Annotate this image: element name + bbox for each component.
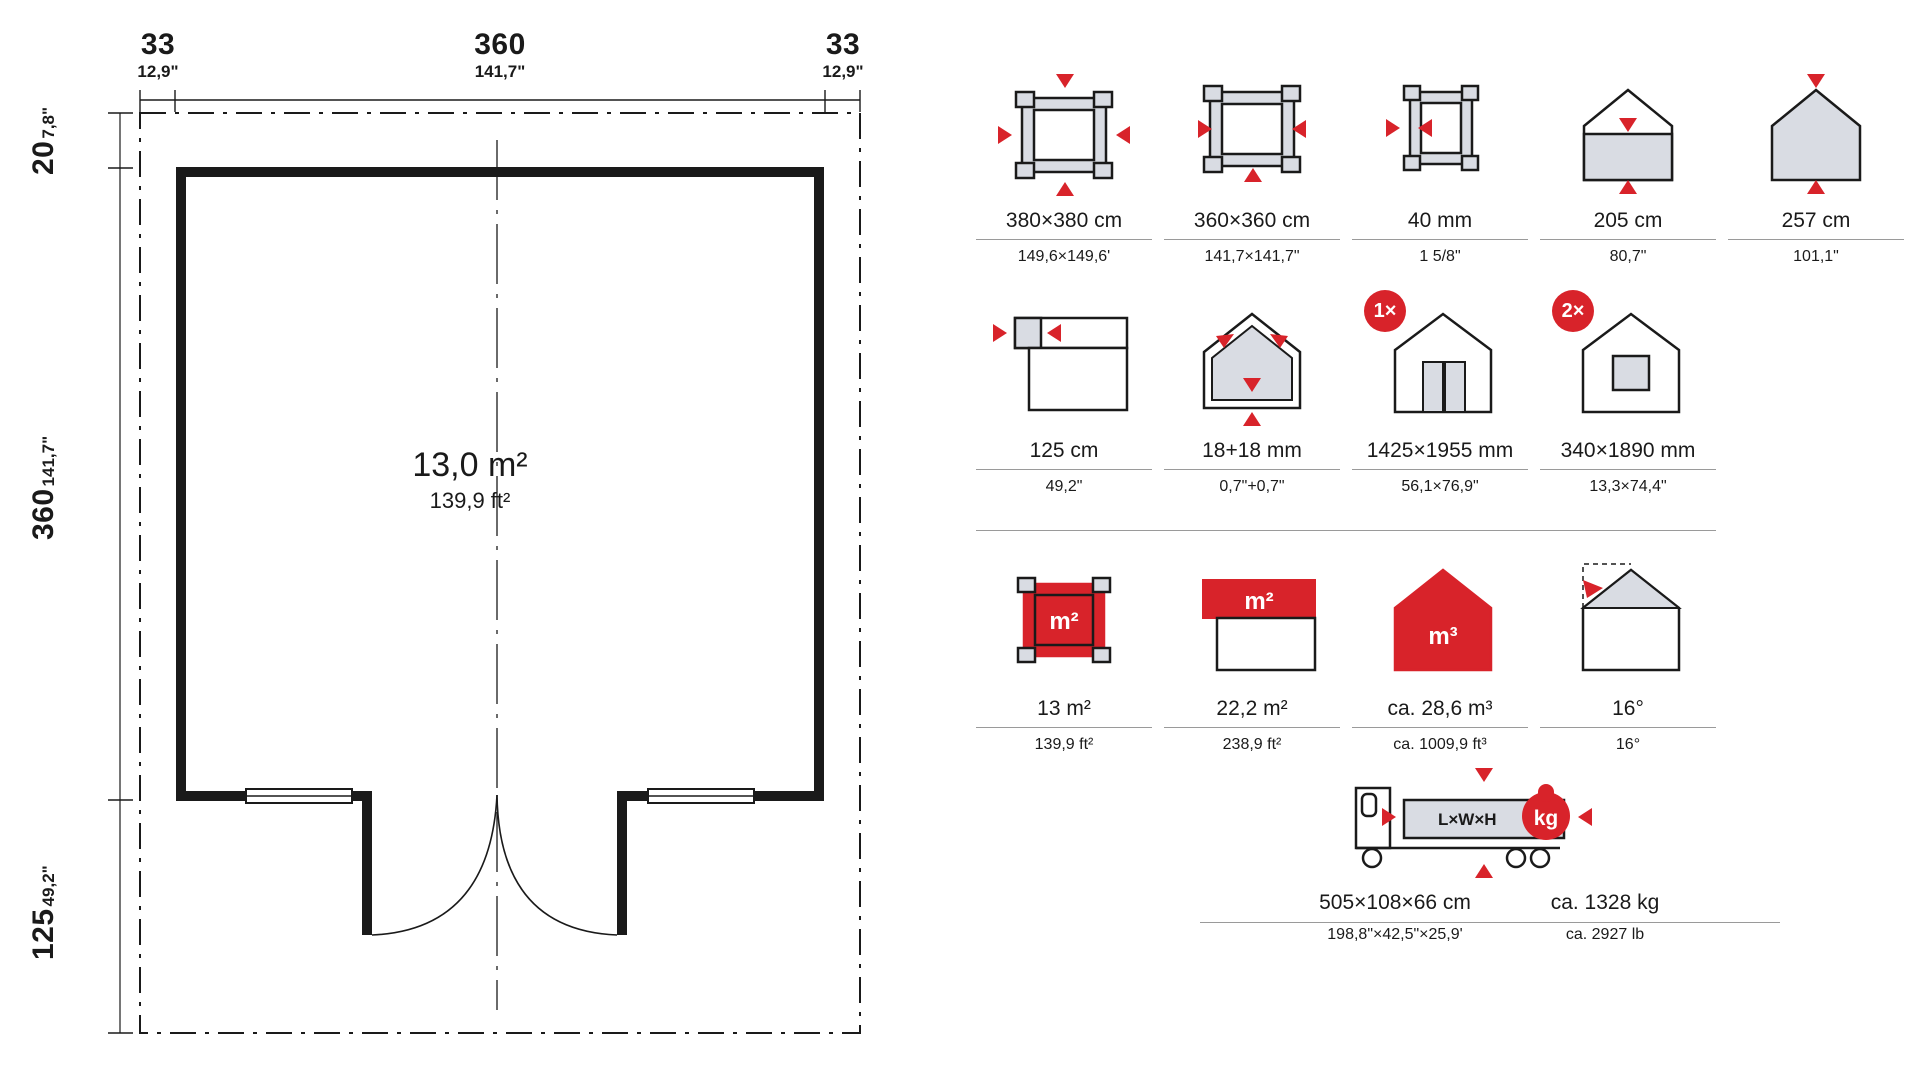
floor-area-value-imperial: 139,9 ft² [1034,736,1094,753]
divider [1164,239,1340,240]
specification-grid [940,0,1920,1080]
delivery-icon [1280,762,1700,882]
spec-inner-footprint [1164,60,1340,267]
cabin-walls [176,167,824,935]
divider [1352,469,1528,470]
top-dim-0 [118,28,198,82]
top-dim-0-cm: 33 [140,28,176,61]
wall-height-value: 205 cm [1593,209,1663,232]
spec-roof-area [1164,548,1340,755]
floor-area-value: 13 m² [1037,697,1091,720]
delivery-divider [1200,922,1780,923]
door-size-value: 1425×1955 mm [1366,439,1514,462]
left-dim-2-inch: 49,2" [39,865,58,907]
left-dim-0 [28,107,60,175]
top-dim-1-inch: 141,7" [474,62,526,81]
roof-board-thickness-value-imperial: 0,7"+0,7" [1219,478,1285,495]
divider [976,239,1152,240]
left-dim-0-inch: 7,8" [39,106,58,139]
outer-footprint-value-imperial: 149,6×149,6' [1017,248,1111,265]
outer-footprint-value: 380×380 cm [1005,209,1123,232]
left-dim-2-cm: 125 [27,908,60,960]
left-dim-1-cm: 360 [27,488,60,540]
wall-height-icon [1540,60,1716,200]
spec-ridge-height [1728,60,1904,267]
roof-area-value: 22,2 m² [1216,697,1288,720]
divider [1728,239,1904,240]
spec-package-size [1290,882,1500,916]
spec-outer-footprint [976,60,1152,267]
package-size-value: 505×108×66 cm [1319,891,1471,914]
roof-pitch-value-imperial: 16° [1615,736,1641,753]
roof-overhang-value-imperial: 49,2" [1045,478,1083,495]
volume-value-imperial: ca. 1009,9 ft³ [1393,736,1487,753]
divider [976,469,1152,470]
top-dim-2-cm: 33 [825,28,861,61]
window-size-value: 340×1890 mm [1560,439,1696,462]
roof-board-thickness-value: 18+18 mm [1202,439,1302,462]
ridge-height-icon [1728,60,1904,200]
spec-window [1540,290,1716,497]
floor-area-glyph: m² [1049,608,1079,635]
roof-outline [140,113,860,1033]
top-dim-1 [400,28,600,82]
top-dim-0-inch: 12,9" [137,62,179,81]
roof-area-glyph: m² [1244,588,1274,615]
volume-glyph: m³ [1428,623,1458,650]
floor-area-icon [976,548,1152,688]
door-swing-right [497,795,617,935]
left-dim-1-inch: 141,7" [39,435,58,487]
wall-thickness-value: 40 mm [1407,209,1473,232]
package-size-value-imperial: 198,8"×42,5"×25,9' [1327,926,1463,943]
top-dim-2-inch: 12,9" [822,62,864,81]
divider [1352,727,1528,728]
floor-area-imperial: 139,9 ft² [429,488,511,513]
wall-thickness-value-imperial: 1 5/8" [1419,248,1461,265]
divider [1540,469,1716,470]
inner-footprint-value: 360×360 cm [1193,209,1311,232]
window-symbol-right [648,789,754,803]
floor-area-metric: 13,0 m² [412,446,528,484]
spec-roof-pitch [1540,548,1716,755]
top-dim-1-cm: 360 [474,28,526,61]
volume-value: ca. 28,6 m³ [1387,697,1493,720]
delivery-group [1280,762,1700,945]
door-count-badge: 1× [1364,290,1406,332]
package-weight-imperial-wrap [1520,924,1690,945]
spec-roof-overhang [976,290,1152,497]
spec-roof-board-thickness [1164,290,1340,497]
roof-board-thickness-icon [1164,290,1340,430]
roof-pitch-value: 16° [1612,697,1644,720]
ridge-height-value: 257 cm [1781,209,1851,232]
roof-overhang-value: 125 cm [1029,439,1099,462]
divider [976,727,1152,728]
outer-footprint-icon [976,60,1152,200]
wall-height-value-imperial: 80,7" [1609,248,1647,265]
inner-footprint-value-imperial: 141,7×141,7" [1204,248,1300,265]
package-size-imperial-wrap [1290,924,1500,945]
weight-glyph: kg [1533,807,1559,830]
roof-area-value-imperial: 238,9 ft² [1222,736,1282,753]
spec-door [1352,290,1528,497]
inner-footprint-icon [1164,60,1340,200]
window-symbol-left [246,789,352,803]
wall-thickness-icon [1352,60,1528,200]
divider [1164,727,1340,728]
floor-plan-svg [0,0,940,1080]
door-size-value-imperial: 56,1×76,9" [1401,478,1479,495]
ridge-height-value-imperial: 101,1" [1793,248,1839,265]
roof-overhang-icon [976,290,1152,430]
divider [1352,239,1528,240]
spec-wall-thickness [1352,60,1528,267]
window-count-badge: 2× [1552,290,1594,332]
spec-volume [1352,548,1528,755]
roof-pitch-icon [1540,548,1716,688]
left-dim-0-cm: 20 [27,140,60,175]
spec-wall-height [1540,60,1716,267]
window-size-value-imperial: 13,3×74,4" [1589,478,1667,495]
door-swing-left [372,795,497,935]
floor-area-label [0,444,940,516]
left-dim-2 [28,865,60,960]
spec-floor-area [976,548,1152,755]
volume-icon [1352,548,1528,688]
spec-package-weight [1520,882,1690,916]
floor-plan-drawing [0,0,940,1080]
divider [1164,469,1340,470]
package-weight-value-imperial: ca. 2927 lb [1565,926,1645,943]
package-weight-value: ca. 1328 kg [1550,891,1660,914]
divider [1540,239,1716,240]
divider [1540,727,1716,728]
section-divider [976,530,1716,531]
package-dimension-glyph: L×W×H [1438,810,1497,829]
roof-area-icon [1164,548,1340,688]
top-dim-2 [803,28,883,82]
